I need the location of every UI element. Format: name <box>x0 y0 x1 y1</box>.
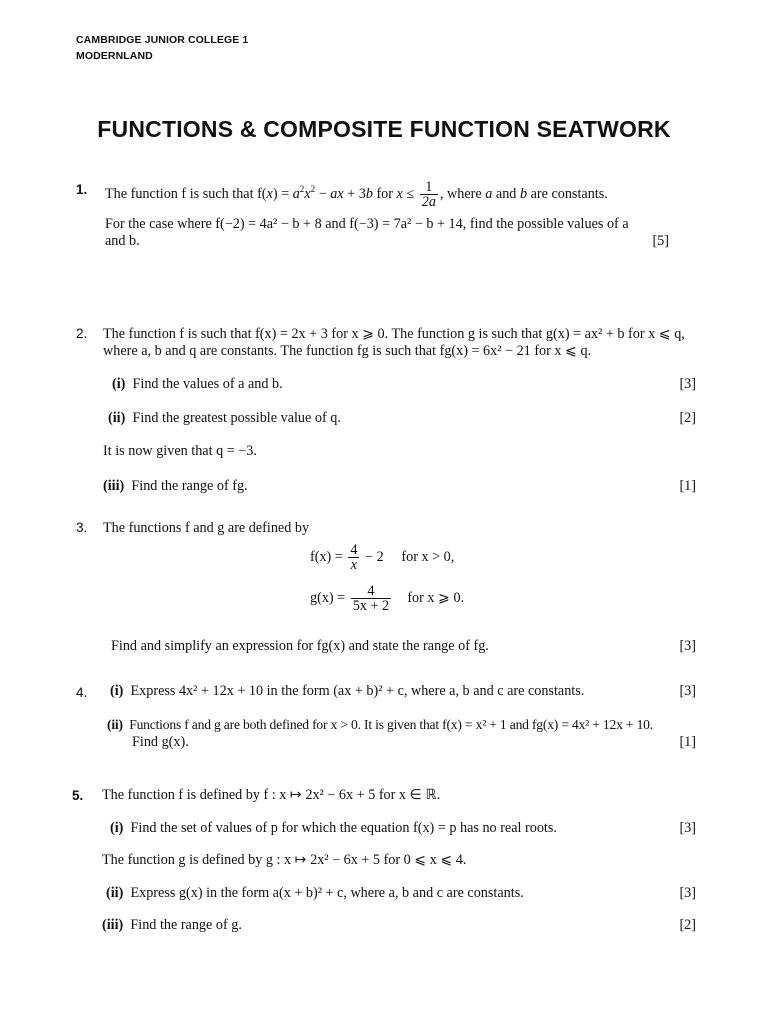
question-3-number: 3. <box>76 520 88 535</box>
question-2-part-iii <box>103 478 248 494</box>
question-4-part-ii-marks: [1] <box>679 734 696 750</box>
f-lhs: f(x) = <box>310 548 343 565</box>
question-5-number: 5. <box>72 788 84 803</box>
part-text: Find the range of fg. <box>131 478 248 494</box>
q1-var-b: b <box>519 185 528 202</box>
q1-text: + 3 <box>343 185 366 202</box>
part-label: (i) <box>110 820 124 836</box>
school-name: CAMBRIDGE JUNIOR COLLEGE 1 <box>76 34 249 46</box>
question-3-task: Find and simplify an expression for fg(x) and state the range of fg. <box>111 638 489 654</box>
q1-var-x: x <box>266 185 273 202</box>
part-text: Functions f and g are both defined for x > 0. It is given that f(x) = x² + 1 and fg(x) = 4x² + 12x + 10. <box>129 717 653 732</box>
question-4-part-i <box>110 683 584 699</box>
part-label: (ii) <box>107 717 123 732</box>
question-2-statement-cont: where a, b and q are constants. The function fg is such that fg(x) = 6x² − 21 for x ⩽ q. <box>103 343 592 359</box>
school-campus: MODERNLAND <box>76 50 153 62</box>
q1-text: for <box>372 185 397 202</box>
f-denominator: x <box>350 557 358 573</box>
question-5-part-i-marks: [3] <box>679 820 696 836</box>
question-5-part-ii-marks: [3] <box>679 885 696 901</box>
question-1-condition-cont: and b. <box>105 233 140 249</box>
part-label: (i) <box>110 683 124 699</box>
q1-var-ax: ax <box>330 185 344 202</box>
q1-fraction <box>420 180 438 209</box>
q1-var-x: x <box>304 185 311 202</box>
question-4-number: 4. <box>76 685 88 700</box>
question-4-part-ii-cont: Find g(x). <box>132 734 189 750</box>
question-3-g-definition <box>310 584 464 613</box>
q1-text: ≤ <box>402 185 418 202</box>
question-4-part-ii <box>107 717 653 733</box>
part-text: Find the greatest possible value of q. <box>132 410 341 426</box>
q1-exp: 2 <box>310 183 316 194</box>
question-5-part-iii-marks: [2] <box>679 917 696 933</box>
f-numerator: 4 <box>350 542 358 558</box>
q1-var-a: a <box>485 185 493 202</box>
g-fraction <box>351 584 391 613</box>
part-text: Find the range of g. <box>130 917 242 933</box>
q1-text: , where <box>439 185 486 202</box>
question-2-part-ii-marks: [2] <box>679 410 696 426</box>
q1-fraction-numerator: 1 <box>420 180 438 195</box>
q1-exp: 2 <box>299 183 305 194</box>
g-domain: for x ⩾ 0. <box>407 589 465 606</box>
q1-var-a: a <box>292 185 300 202</box>
q1-text: and <box>492 185 520 202</box>
question-2-part-ii <box>108 410 341 426</box>
question-4-part-i-marks: [3] <box>679 683 696 699</box>
g-denominator: 5x + 2 <box>352 598 390 614</box>
question-3-marks: [3] <box>679 638 696 654</box>
part-label: (ii) <box>108 410 126 426</box>
f-domain: for x > 0, <box>401 548 455 565</box>
q1-text: The function f is such that f( <box>105 185 267 202</box>
q1-fraction-denominator: 2a <box>421 194 436 210</box>
part-text: Find the values of a and b. <box>132 376 283 392</box>
question-2-part-i <box>112 376 283 392</box>
part-text: Express 4x² + 12x + 10 in the form (ax + b)² + c, where a, b and c are constants. <box>130 683 585 699</box>
question-5-part-iii <box>102 917 242 933</box>
part-label: (i) <box>112 376 126 392</box>
q1-var-x: x <box>396 185 403 202</box>
f-rest: − 2 <box>365 548 384 565</box>
q1-text: ) = <box>272 185 293 202</box>
part-label: (iii) <box>102 917 124 933</box>
question-2-part-i-marks: [3] <box>679 376 696 392</box>
part-text: Express g(x) in the form a(x + b)² + c, where a, b and c are constants. <box>130 885 524 901</box>
question-5-g-definition: The function g is defined by g : x ↦ 2x² − 6x + 5 for 0 ⩽ x ⩽ 4. <box>102 852 467 868</box>
g-numerator: 4 <box>351 584 391 599</box>
f-fraction <box>348 543 359 572</box>
question-1-number: 1. <box>76 182 88 197</box>
question-5-part-i <box>110 820 557 836</box>
question-1-condition: For the case where f(−2) = 4a² − b + 8 and f(−3) = 7a² − b + 14, find the possible values of a <box>105 216 629 232</box>
question-2-number: 2. <box>76 326 88 341</box>
question-5-part-ii <box>106 885 524 901</box>
page-title: FUNCTIONS & COMPOSITE FUNCTION SEATWORK <box>97 116 671 142</box>
part-label: (ii) <box>106 885 124 901</box>
q1-var-b: b <box>365 185 373 202</box>
question-1-statement <box>105 180 608 209</box>
question-1-marks: [5] <box>652 233 669 249</box>
g-lhs: g(x) = <box>310 589 346 606</box>
question-3-statement: The functions f and g are defined by <box>103 520 310 536</box>
part-text: Find the set of values of p for which the equation f(x) = p has no real roots. <box>130 820 557 836</box>
q1-text: − <box>315 185 331 202</box>
q1-text: are constants. <box>527 185 608 202</box>
question-5-statement: The function f is defined by f : x ↦ 2x² − 6x + 5 for x ∈ ℝ. <box>102 787 441 803</box>
question-2-given: It is now given that q = −3. <box>103 443 257 459</box>
question-2-statement: The function f is such that f(x) = 2x + 3 for x ⩾ 0. The function g is such that g(x) = ax² + b for x ⩽ q, <box>103 326 685 342</box>
question-2-part-iii-marks: [1] <box>679 478 696 494</box>
part-label: (iii) <box>103 478 125 494</box>
question-3-f-definition <box>310 543 454 572</box>
